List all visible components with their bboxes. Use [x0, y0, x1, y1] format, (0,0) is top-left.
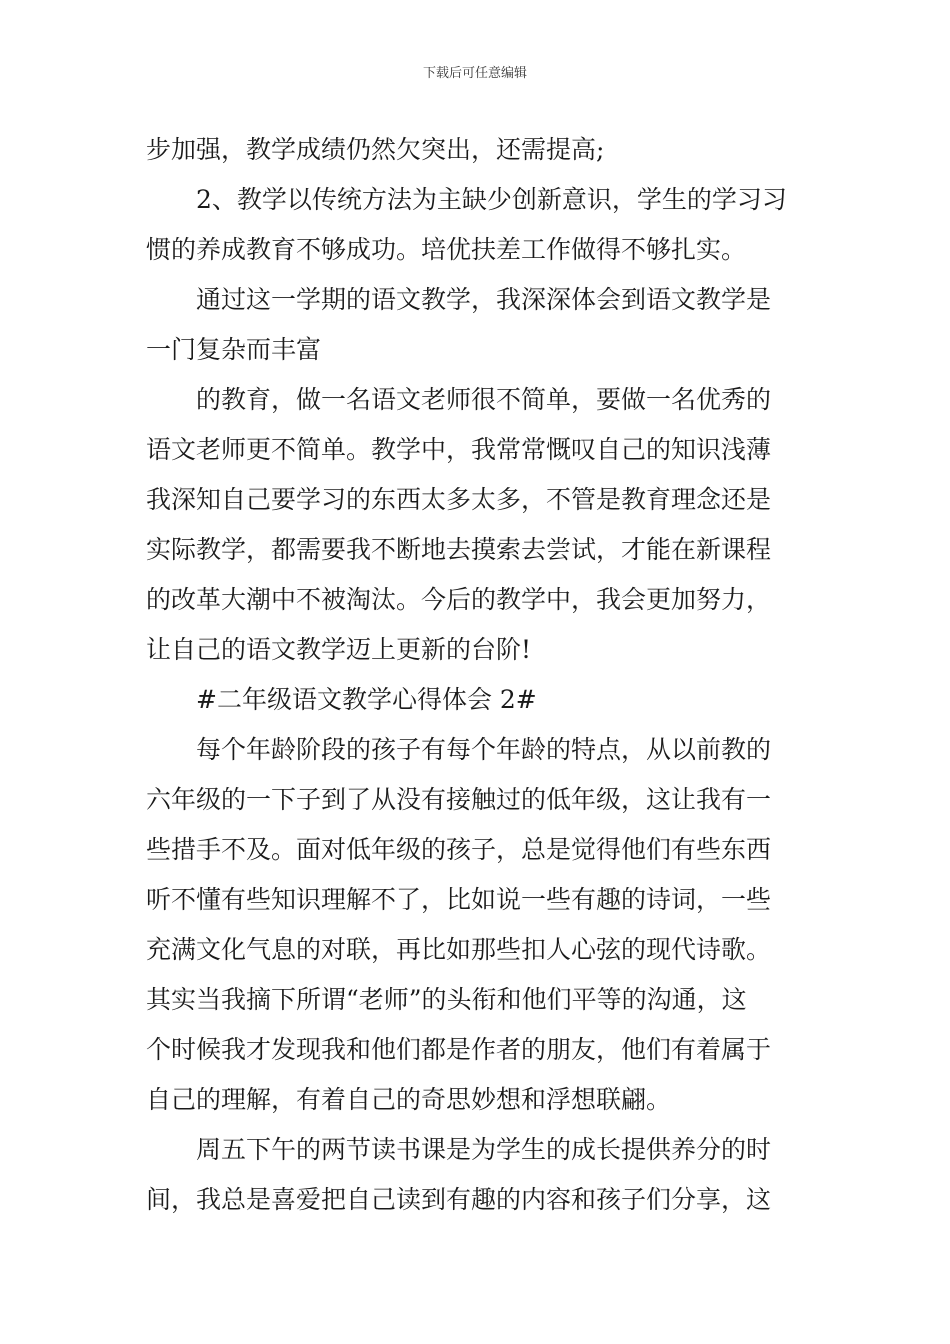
text-line: 六年级的一下子到了从没有接触过的低年级，这让我有一 [146, 785, 772, 814]
text-line: 每个年龄阶段的孩子有每个年龄的特点，从以前教的 [196, 735, 772, 764]
page-header: 下载后可任意编辑 [422, 66, 527, 81]
text-line: 其实当我摘下所谓“老师”的头衔和他们平等的沟通，这 [146, 985, 747, 1014]
text-line: 步加强，教学成绩仍然欠突出，还需提高; [146, 135, 605, 164]
text-line: 实际教学，都需要我不断地去摸索去尝试，才能在新课程 [146, 535, 772, 564]
document-body [146, 125, 808, 1225]
text-line: 听不懂有些知识理解不了，比如说一些有趣的诗词，一些 [146, 885, 772, 914]
text-line: 的教育，做一名语文老师很不简单，要做一名优秀的 [196, 385, 772, 414]
text-line: 周五下午的两节读书课是为学生的成长提供养分的时 [196, 1135, 772, 1164]
text-line: 让自己的语文教学迈上更新的台阶! [146, 635, 532, 664]
text-line: 2、教学以传统方法为主缺少创新意识，学生的学习习 [196, 185, 787, 214]
text-line: 个时候我才发现我和他们都是作者的朋友，他们有着属于 [146, 1035, 772, 1064]
text-line: 惯的养成教育不够成功。培优扶差工作做得不够扎实。 [146, 235, 747, 264]
section-heading: #二年级语文教学心得体会 2# [196, 685, 537, 714]
text-line: 我深知自己要学习的东西太多太多，不管是教育理念还是 [146, 485, 772, 514]
text-line: 通过这一学期的语文教学，我深深体会到语文教学是 [196, 285, 772, 314]
text-line: 一门复杂而丰富 [146, 335, 322, 364]
text-line: 语文老师更不简单。教学中，我常常慨叹自己的知识浅薄 [146, 435, 772, 464]
text-line: 间，我总是喜爱把自己读到有趣的内容和孩子们分享，这 [146, 1185, 772, 1214]
text-line: 的改革大潮中不被淘汰。今后的教学中，我会更加努力， [146, 585, 772, 614]
text-line: 充满文化气息的对联，再比如那些扣人心弦的现代诗歌。 [146, 935, 772, 964]
text-line: 些措手不及。面对低年级的孩子，总是觉得他们有些东西 [146, 835, 772, 864]
text-line: 自己的理解，有着自己的奇思妙想和浮想联翩。 [146, 1085, 672, 1114]
